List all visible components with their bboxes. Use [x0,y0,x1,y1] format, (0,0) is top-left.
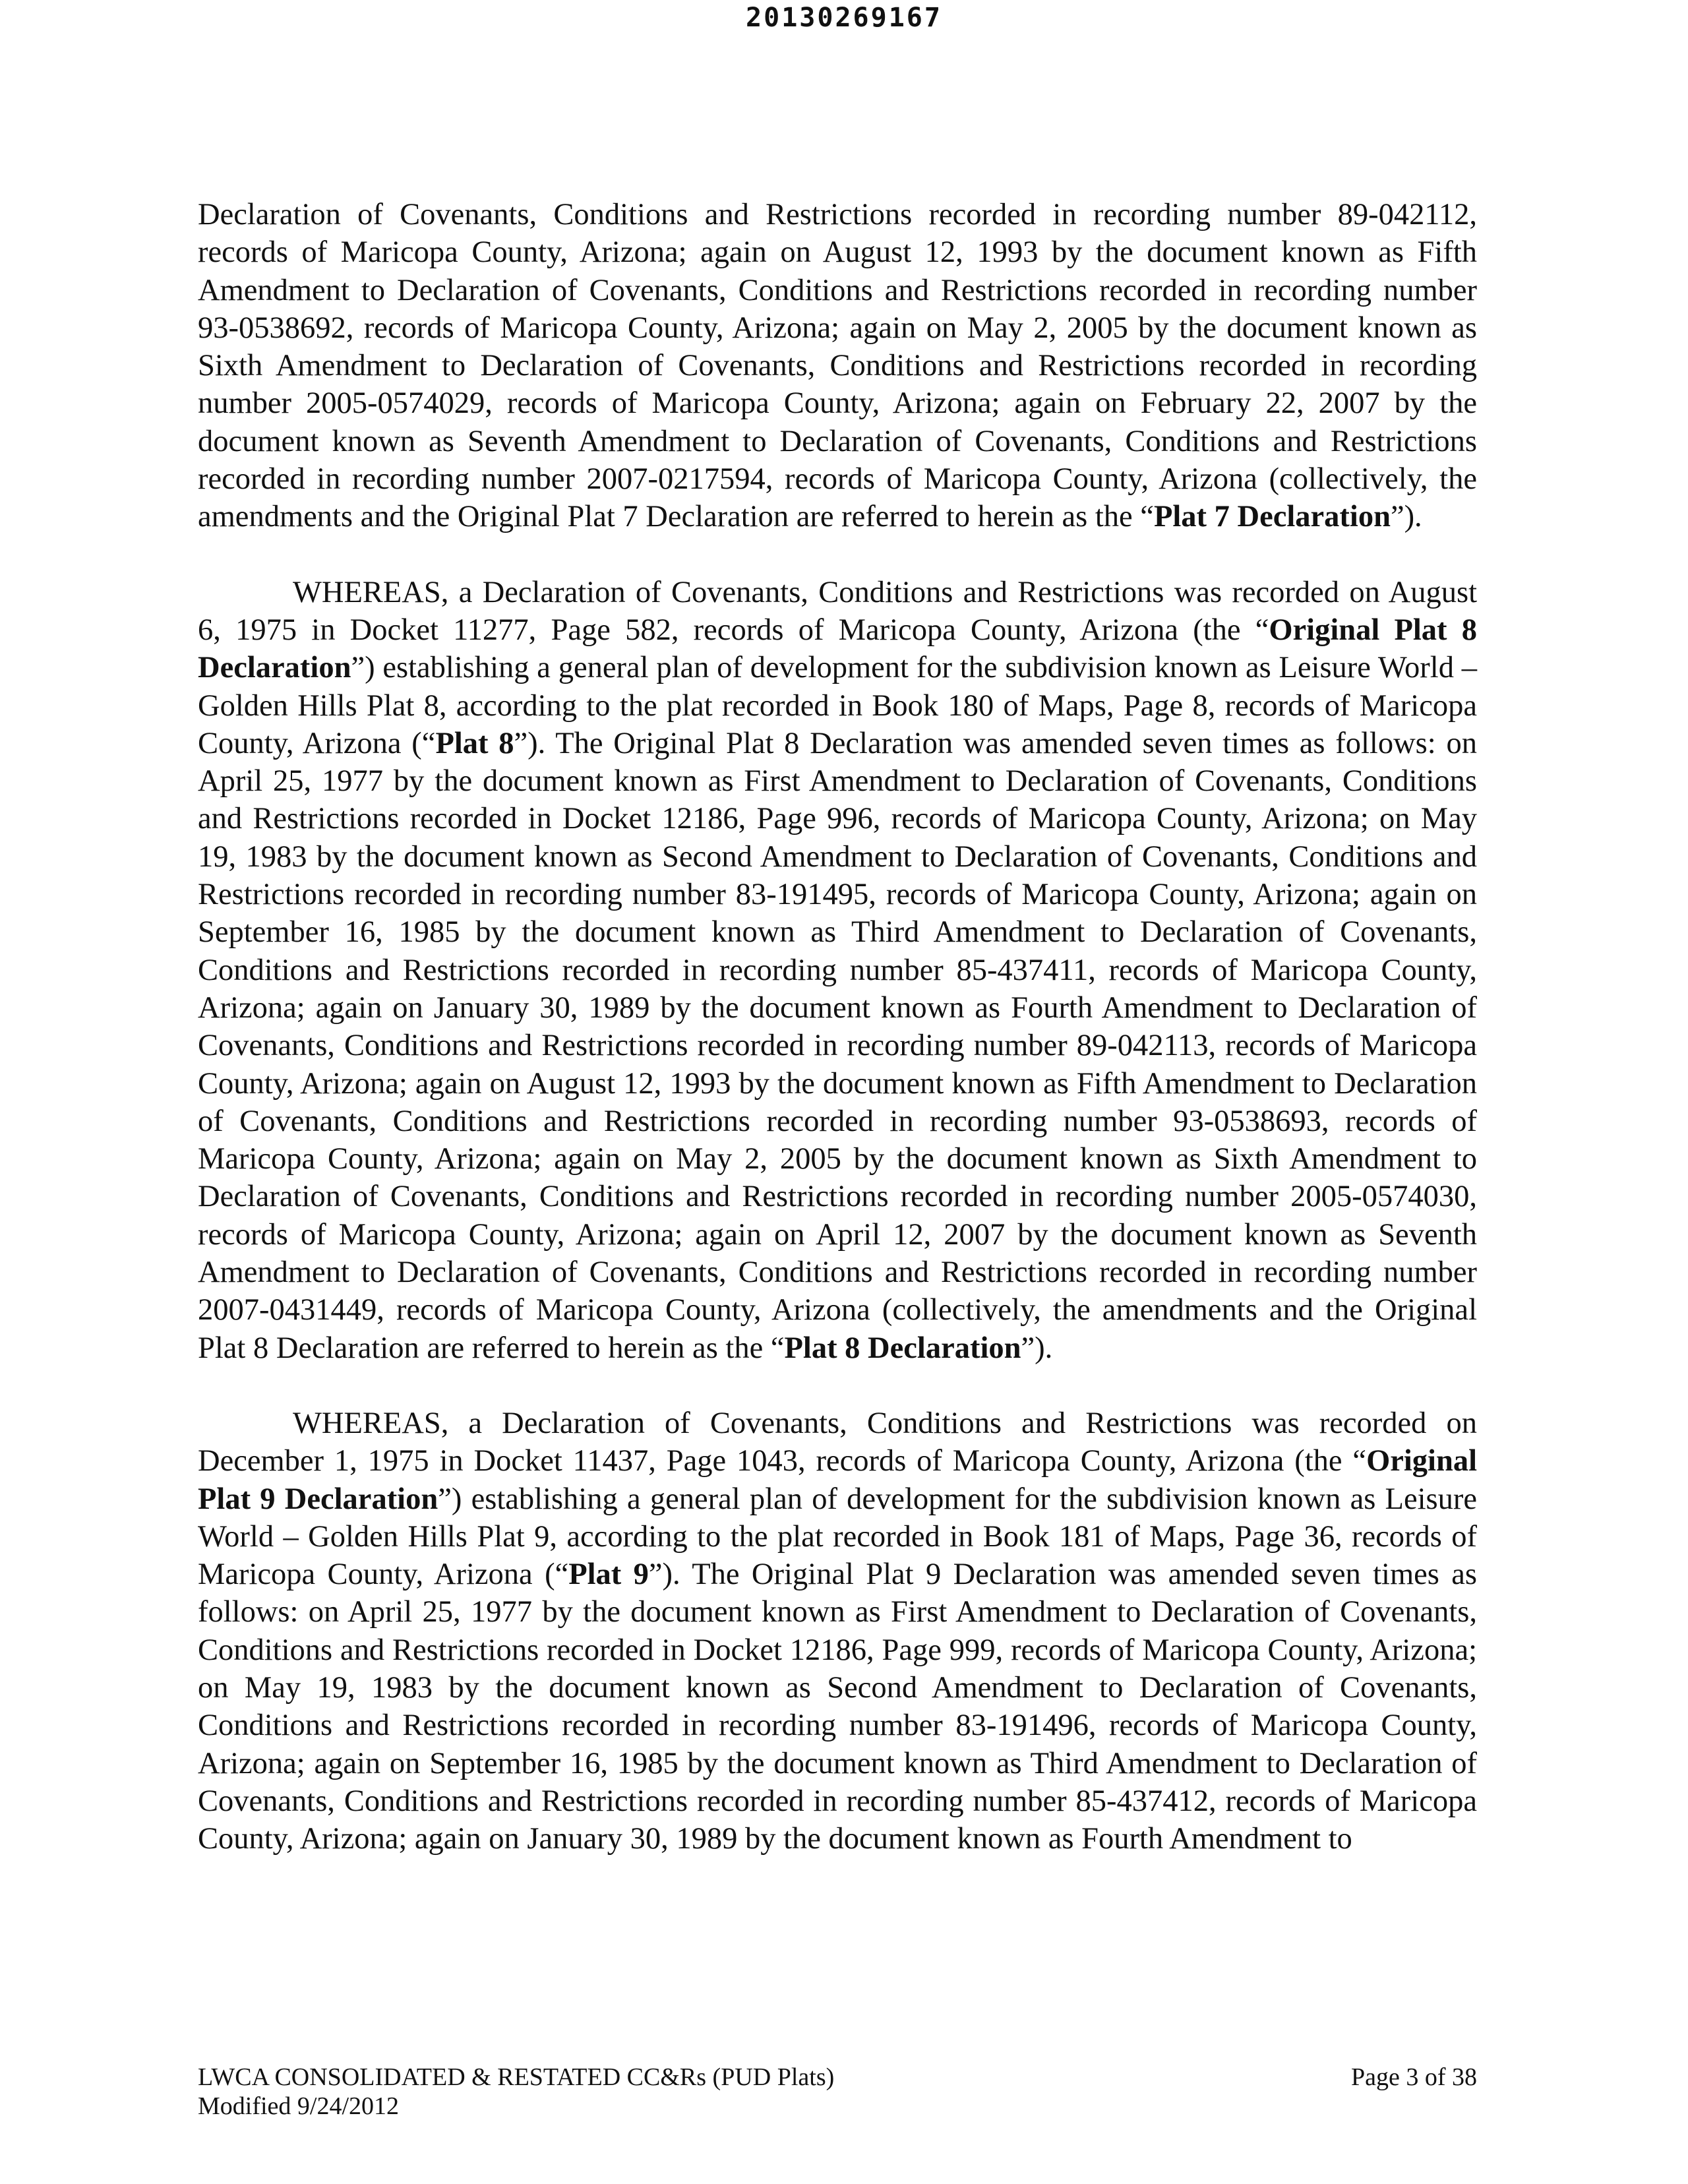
footer-page-number: Page 3 of 38 [1350,2063,1477,2091]
footer-row [198,2063,1477,2092]
paragraph-plat-7-continuation [198,196,1477,536]
text-segment: ”). [1021,1331,1053,1365]
defined-term-original-plat-8-declaration: Original Plat 8 Declaration [198,613,1477,685]
paragraph-plat-8-whereas [198,574,1477,1367]
text-segment: WHEREAS, a Declaration of Covenants, Conditions and Restrictions was recorded on December 1, 1975 in Docket 11437, Page 1043, records of Maricopa County, Arizona (the “ [198,1406,1477,1478]
text-segment: ”). The Original Plat 9 Declaration was amended seven times as follows: on April 25, 1977 by the document known as First Amendment to Declaration of Covenants, Conditions and Restrictions recorded in Docket 12186, Page 999, records of Maricopa County, Arizona; on May 19, 1983 by the document known as Second Amendment to Declaration of Covenants, Conditions and Restrictions recorded in recording number 83-191496, records of Maricopa County, Arizona; again on September 16, 1985 by the document known as Third Amendment to Declaration of Covenants, Conditions and Restrictions recorded in recording number 85-437412, records of Maricopa County, Arizona; again on January 30, 1989 by the document known as Fourth Amendment to [198,1558,1477,1856]
page-footer [198,2063,1477,2121]
defined-term-original-plat-9-declaration: Original Plat 9 Declaration [198,1444,1477,1516]
text-segment: ”) establishing a general plan of development for the subdivision known as Leisure World – Golden Hills Plat 8, according to the plat recorded in Book 180 of Maps, Page 8, records of Maricopa County, Arizona (“ [198,651,1477,760]
text-segment: ”). The Original Plat 8 Declaration was amended seven times as follows: on April 25, 1977 by the document known as First Amendment to Declaration of Covenants, Conditions and Restrictions recorded in Docket 12186, Page 996, records of Maricopa County, Arizona; on May 19, 1983 by the document known as Second Amendment to Declaration of Covenants, Conditions and Restrictions recorded in recording number 83-191495, records of Maricopa County, Arizona; again on September 16, 1985 by the document known as Third Amendment to Declaration of Covenants, Conditions and Restrictions recorded in recording number 85-437411, records of Maricopa County, Arizona; again on January 30, 1989 by the document known as Fourth Amendment to Declaration of Covenants, Conditions and Restrictions recorded in recording number 89-042113, records of Maricopa County, Arizona; again on August 12, 1993 by the document known as Fifth Amendment to Declaration of Covenants, Conditions and Restrictions recorded in recording number 93-0538693, records of Maricopa County, Arizona; again on May 2, 2005 by the document known as Sixth Amendment to Declaration of Covenants, Conditions and Restrictions recorded in recording number 2005-0574030, records of Maricopa County, Arizona; again on April 12, 2007 by the document known as Seventh Amendment to Declaration of Covenants, Conditions and Restrictions recorded in recording number 2007-0431449, records of Maricopa County, Arizona (collectively, the amendments and the Original Plat 8 Declaration are referred to herein as the “ [198,726,1477,1365]
footer-document-title: LWCA CONSOLIDATED & RESTATED CC&Rs (PUD Plats) [198,2063,835,2091]
text-segment: Declaration of Covenants, Conditions and Restrictions recorded in recording number 89-042112, records of Maricopa County, Arizona; again on August 12, 1993 by the document known as Fifth Amendment to Declaration of Covenants, Conditions and Restrictions recorded in recording number 93-0538692, records of Maricopa County, Arizona; again on May 2, 2005 by the document known as Sixth Amendment to Declaration of Covenants, Conditions and Restrictions recorded in recording number 2005-0574029, records of Maricopa County, Arizona; again on February 22, 2007 by the document known as Seventh Amendment to Declaration of Covenants, Conditions and Restrictions recorded in recording number 2007-0217594, records of Maricopa County, Arizona (collectively, the amendments and the Original Plat 7 Declaration are referred to herein as the “ [198,198,1477,534]
recording-number: 20130269167 [746,3,942,33]
defined-term-plat-8-declaration: Plat 8 Declaration [784,1331,1021,1365]
text-segment: WHEREAS, a Declaration of Covenants, Conditions and Restrictions was recorded on August 6, 1975 in Docket 11277, Page 582, records of Maricopa County, Arizona (the “ [198,575,1477,647]
text-segment: ”). [1390,500,1422,534]
text-segment: ”) establishing a general plan of development for the subdivision known as Leisure World – Golden Hills Plat 9, according to the plat recorded in Book 181 of Maps, Page 36, records of Maricopa County, Arizona (“ [198,1482,1477,1592]
defined-term-plat-8: Plat 8 [435,726,514,760]
defined-term-plat-7-declaration: Plat 7 Declaration [1153,500,1391,534]
defined-term-plat-9: Plat 9 [568,1558,649,1592]
document-body [198,196,1477,1858]
paragraph-plat-9-whereas [198,1405,1477,1858]
footer-modified-date: Modified 9/24/2012 [198,2092,400,2120]
